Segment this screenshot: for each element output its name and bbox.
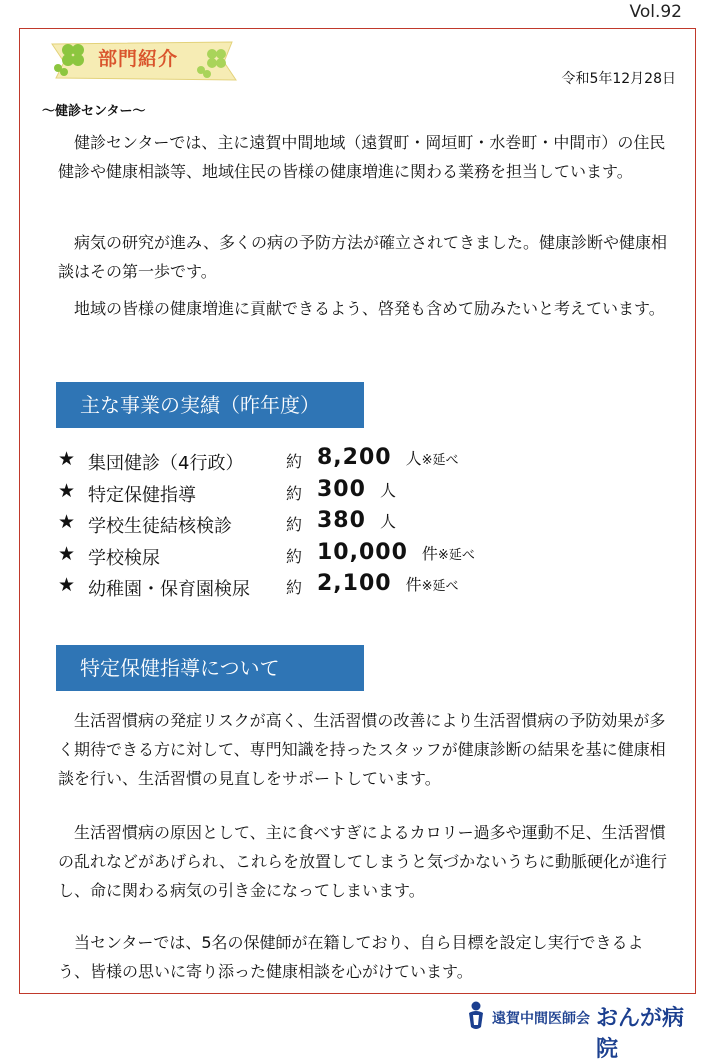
intro-paragraph-3: 地域の皆様の健康増進に貢献できるよう、啓発も含めて励みたいと考えています。: [58, 299, 665, 318]
result-unit: 件: [421, 543, 438, 563]
guidance-paragraph-1: 生活習慣病の発症リスクが高く、生活習慣の改善により生活習慣病の予防効果が多く期待できる方に対して、専門知識を持ったスタッフが健康診断の結果を基に健康相談を行い、生活習慣の見直しをサポートしています。: [58, 711, 666, 788]
result-unit: 人: [379, 512, 396, 531]
association-name: 遠賀中間医師会: [492, 1011, 590, 1027]
result-approx: 約: [286, 483, 303, 503]
result-value-group: [317, 540, 475, 565]
result-approx: 約: [286, 578, 303, 597]
result-name: 学校検尿: [88, 547, 160, 569]
result-note: ※延べ: [437, 547, 475, 563]
results-list-item: [58, 446, 518, 478]
result-name: 集団健診（4行政）: [88, 453, 244, 474]
guidance-paragraph-3: 当センターでは、5名の保健師が在籍しており、自ら目標を設定し実行できるよう、皆様の思いに寄り添った健康相談を心がけています。: [58, 933, 644, 981]
result-value: 380: [317, 508, 366, 533]
result-unit: 人: [405, 449, 422, 468]
result-note: ※延べ: [421, 579, 459, 594]
result-approx: 約: [286, 515, 303, 534]
results-list-item: [58, 478, 518, 510]
publish-date: 令和5年12月28日: [561, 71, 676, 87]
section-banner: [46, 36, 241, 84]
volume-number: Vol.92: [629, 2, 682, 22]
guidance-heading: 特定保健指導について: [56, 645, 364, 691]
hospital-logo: [464, 998, 700, 1062]
results-list: [58, 446, 518, 604]
result-value: 8,200: [317, 445, 392, 470]
star-icon: ★: [58, 542, 76, 565]
result-name: 幼稚園・保育園検尿: [88, 579, 250, 600]
result-value: 300: [317, 476, 366, 502]
result-approx: 約: [286, 546, 303, 566]
result-value: 10,000: [317, 539, 408, 565]
section-subtitle: ～健診センター～: [42, 104, 146, 119]
star-icon: ★: [58, 511, 76, 533]
result-value-group: [317, 477, 396, 502]
result-value: 2,100: [317, 571, 392, 596]
hospital-logo-icon: [464, 1000, 488, 1032]
results-heading: 主な事業の実績（昨年度）: [56, 382, 364, 428]
result-name: 学校生徒結核検診: [88, 516, 232, 537]
result-approx: 約: [286, 452, 303, 471]
result-unit: 件: [405, 575, 422, 594]
star-icon: ★: [58, 448, 76, 470]
result-unit: 人: [379, 480, 396, 500]
results-list-item: [58, 509, 518, 541]
hospital-name: おんが病院: [596, 1006, 685, 1062]
star-icon: ★: [58, 574, 76, 596]
result-value-group: [317, 571, 459, 596]
result-value-group: [317, 508, 396, 533]
banner-title: 部門紹介: [98, 48, 179, 70]
guidance-paragraph-2: 生活習慣病の原因として、主に食べすぎによるカロリー過多や運動不足、生活習慣の乱れなどがあげられ、これらを放置してしまうと気づかないうちに動脈硬化が進行し、命に関わる病気の引き金になってしまいます。: [58, 823, 667, 900]
results-list-item: [58, 541, 518, 573]
result-name: 特定保健指導: [88, 484, 196, 506]
intro-paragraph-2: 病気の研究が進み、多くの病の予防方法が確立されてきました。健康診断や健康相談はその第一歩です。: [58, 233, 667, 281]
intro-paragraph-1: 健診センターでは、主に遠賀中間地域（遠賀町・岡垣町・水巻町・中間市）の住民健診や健康相談等、地域住民の皆様の健康増進に関わる業務を担当しています。: [58, 133, 666, 181]
result-note: ※延べ: [421, 453, 459, 468]
results-list-item: [58, 572, 518, 604]
result-value-group: [317, 445, 459, 470]
star-icon: ★: [58, 479, 76, 502]
